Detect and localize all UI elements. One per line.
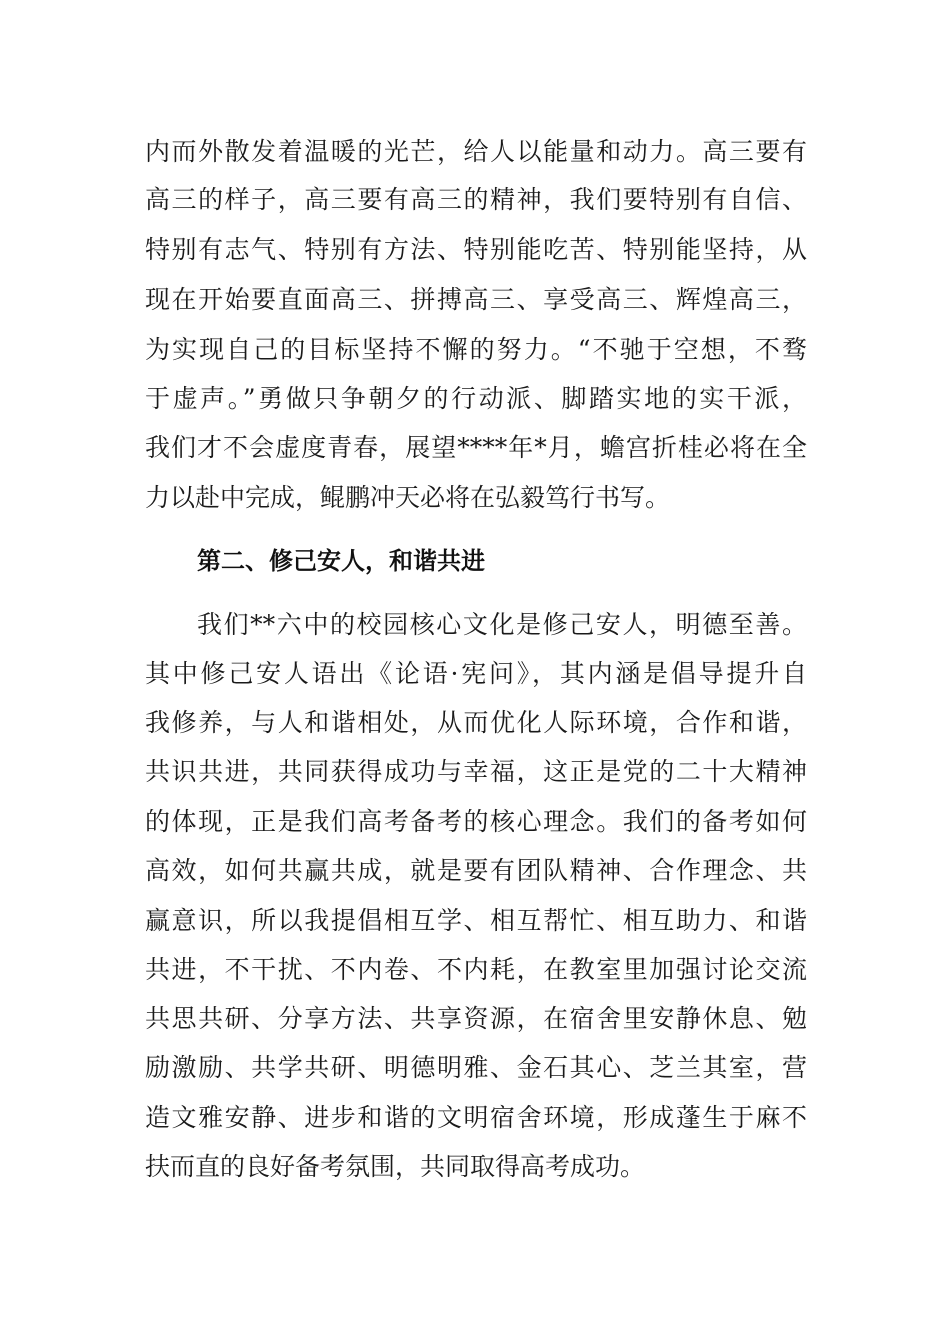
paragraph-line: 我修养，与人和谐相处，从而优化人际环境，合作和谐， (145, 708, 807, 737)
paragraph-line: 励激励、共学共研、明德明雅、金石其心、芝兰其室，营 (145, 1053, 807, 1082)
paragraph-line: 特别有志气、特别有方法、特别能吃苦、特别能坚持，从 (145, 235, 807, 264)
paragraph-line: 高三的样子，高三要有高三的精神，我们要特别有自信、 (145, 185, 807, 214)
paragraph-line: 力以赴中完成，鲲鹏冲天必将在弘毅笃行书写。 (145, 483, 671, 512)
paragraph-line: 共识共进，共同获得成功与幸福，这正是党的二十大精神 (145, 757, 807, 786)
paragraph-line: 现在开始要直面高三、拼搏高三、享受高三、辉煌高三， (145, 285, 807, 314)
paragraph-line: 的体现，正是我们高考备考的核心理念。我们的备考如何 (145, 807, 807, 836)
paragraph-line: 我们**六中的校园核心文化是修己安人，明德至善。 (197, 610, 807, 639)
paragraph-line: 共进，不干扰、不内卷、不内耗，在教室里加强讨论交流 (145, 955, 807, 984)
paragraph-line: 为实现自己的目标坚持不懈的努力。“不驰于空想，不骛 (145, 335, 807, 364)
paragraph-line: 赢意识，所以我提倡相互学、相互帮忙、相互助力、和谐 (145, 906, 807, 935)
paragraph-line: 内而外散发着温暖的光芒，给人以能量和动力。高三要有 (145, 137, 807, 166)
paragraph-line: 造文雅安静、进步和谐的文明宿舍环境，形成蓬生于麻不 (145, 1103, 807, 1132)
paragraph-line: 我们才不会虚度青春，展望****年*月，蟾宫折桂必将在全 (145, 433, 807, 462)
paragraph-line: 其中修己安人语出《论语·宪问》，其内涵是倡导提升自 (145, 659, 807, 688)
paragraph-line: 扶而直的良好备考氛围，共同取得高考成功。 (145, 1152, 646, 1181)
section-heading: 第二、修己安人，和谐共进 (197, 547, 485, 575)
paragraph-line: 高效，如何共赢共成，就是要有团队精神、合作理念、共 (145, 856, 807, 885)
paragraph-line: 共思共研、分享方法、共享资源，在宿舍里安静休息、勉 (145, 1004, 807, 1033)
paragraph-line: 于虚声。”勇做只争朝夕的行动派、脚踏实地的实干派， (145, 384, 807, 413)
